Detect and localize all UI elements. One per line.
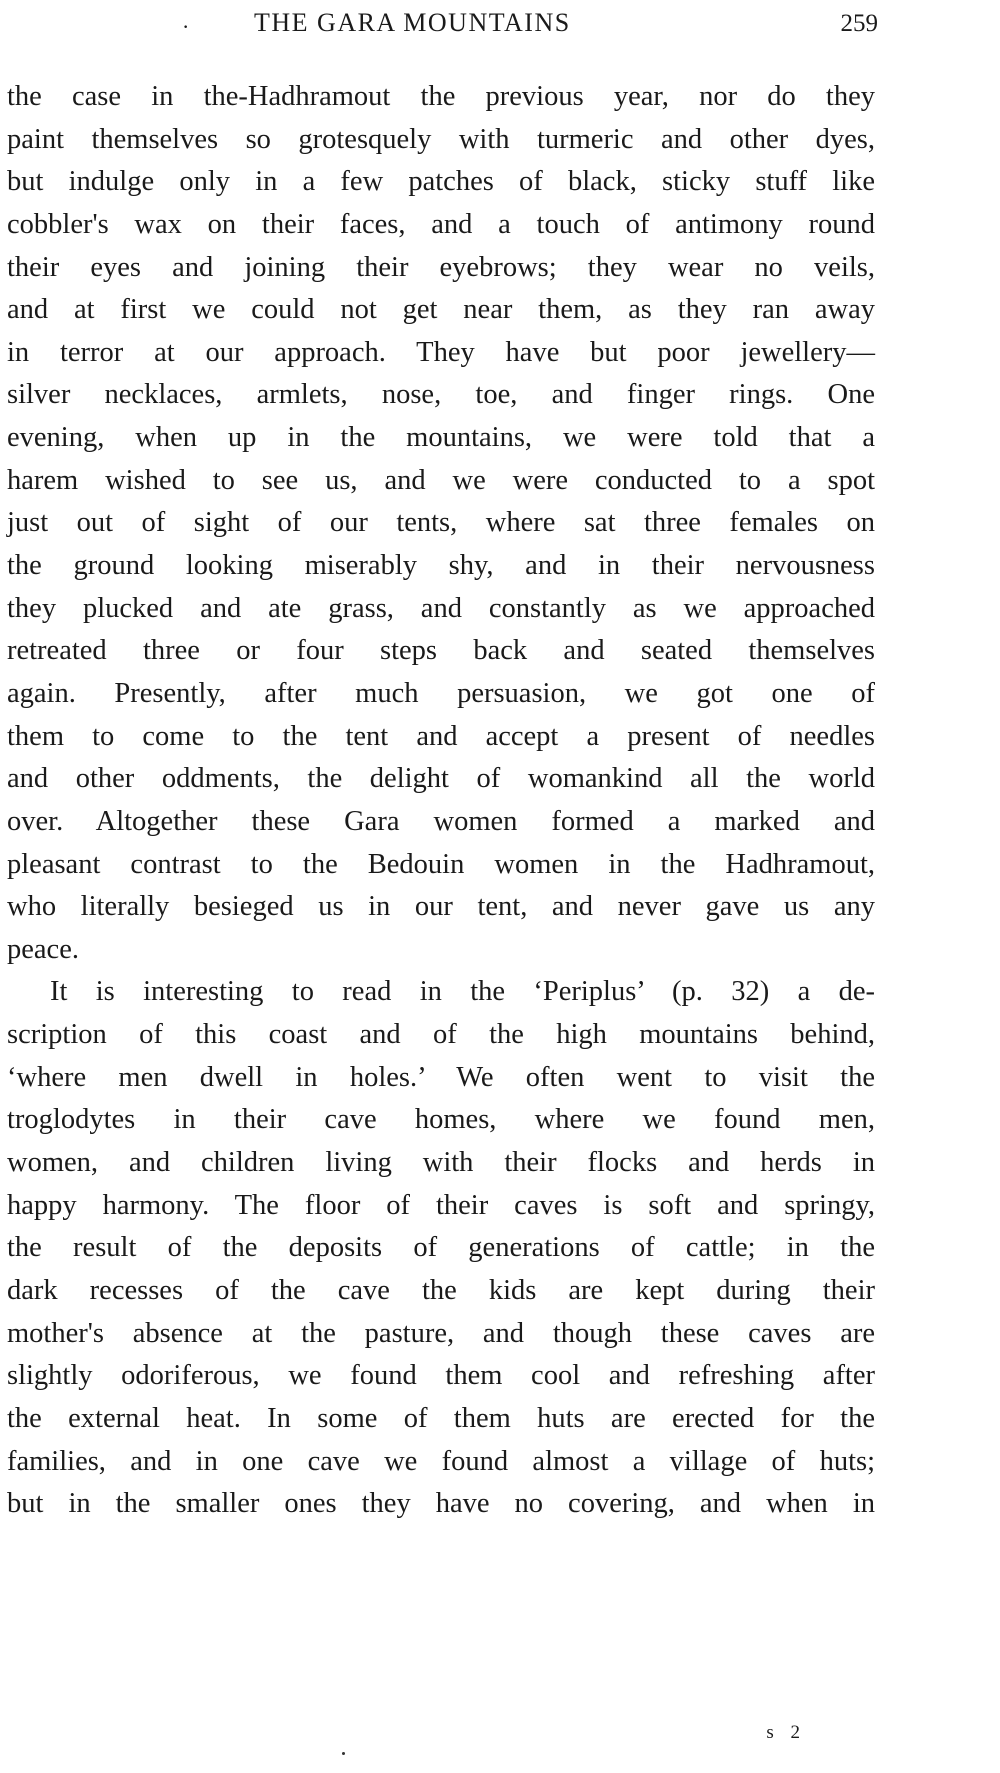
text-line: them to come to the tent and accept a present of needles <box>7 720 875 752</box>
text-line: again. Presently, after much persuasion, we got one of <box>7 677 875 709</box>
header-separator: · <box>182 14 190 39</box>
text-line: the case in the-Hadhramout the previous year, nor do they <box>7 81 875 112</box>
ink-speck <box>342 1752 345 1755</box>
chapter-title: THE GARA MOUNTAINS <box>254 8 571 37</box>
text-line: silver necklaces, armlets, nose, toe, and finger rings. One <box>7 379 875 411</box>
text-line: slightly odoriferous, we found them cool and refreshing after <box>7 1360 875 1392</box>
text-line: troglodytes in their cave homes, where we found men, <box>7 1104 875 1136</box>
text-line: over. Altogether these Gara women formed a marked and <box>7 805 875 837</box>
text-line: the result of the deposits of generations of cattle; in the <box>7 1232 875 1264</box>
text-line: harem wished to see us, and we were conducted to a spot <box>7 464 875 496</box>
text-line: mother's absence at the pasture, and though these caves are <box>7 1317 875 1349</box>
text-line: the external heat. In some of them huts are erected for the <box>7 1402 875 1434</box>
body-text <box>7 76 875 1526</box>
text-line: and at first we could not get near them, as they ran away <box>7 294 875 326</box>
signature-mark: s 2 <box>766 1722 806 1743</box>
text-line: the ground looking miserably shy, and in their nervousness <box>7 550 875 582</box>
text-line: they plucked and ate grass, and constantly as we approached <box>7 592 875 624</box>
text-line: and other oddments, the delight of womankind all the world <box>7 763 875 795</box>
text-line: just out of sight of our tents, where sat three females on <box>7 507 875 539</box>
text-line: ‘where men dwell in holes.’ We often went to visit the <box>7 1061 875 1093</box>
text-line: but in the smaller ones they have no covering, and when in <box>7 1488 875 1520</box>
text-line: scription of this coast and of the high mountains behind, <box>7 1019 875 1051</box>
text-line: evening, when up in the mountains, we were told that a <box>7 422 875 454</box>
paragraph-start-line: It is interesting to read in the ‘Periplus’ (p. 32) a de- <box>50 976 875 1008</box>
text-line: paint themselves so grotesquely with turmeric and other dyes, <box>7 123 875 155</box>
text-line: their eyes and joining their eyebrows; they wear no veils, <box>7 251 875 283</box>
text-line: families, and in one cave we found almost a village of huts; <box>7 1445 875 1477</box>
text-line: but indulge only in a few patches of black, sticky stuff like <box>7 166 875 198</box>
text-line: who literally besieged us in our tent, and never gave us any <box>7 891 875 923</box>
text-line: cobbler's wax on their faces, and a touch of antimony round <box>7 208 875 240</box>
text-line: pleasant contrast to the Bedouin women in the Hadhramout, <box>7 848 875 880</box>
running-head <box>0 6 1000 46</box>
text-line: retreated three or four steps back and seated themselves <box>7 635 875 667</box>
text-line: women, and children living with their flocks and herds in <box>7 1147 875 1179</box>
text-line: dark recesses of the cave the kids are kept during their <box>7 1274 875 1306</box>
text-line: in terror at our approach. They have but poor jewellery— <box>7 336 875 368</box>
page-number: 259 <box>840 10 878 37</box>
text-line: happy harmony. The floor of their caves is soft and springy, <box>7 1189 875 1221</box>
paragraph-end-line: peace. <box>7 933 79 965</box>
